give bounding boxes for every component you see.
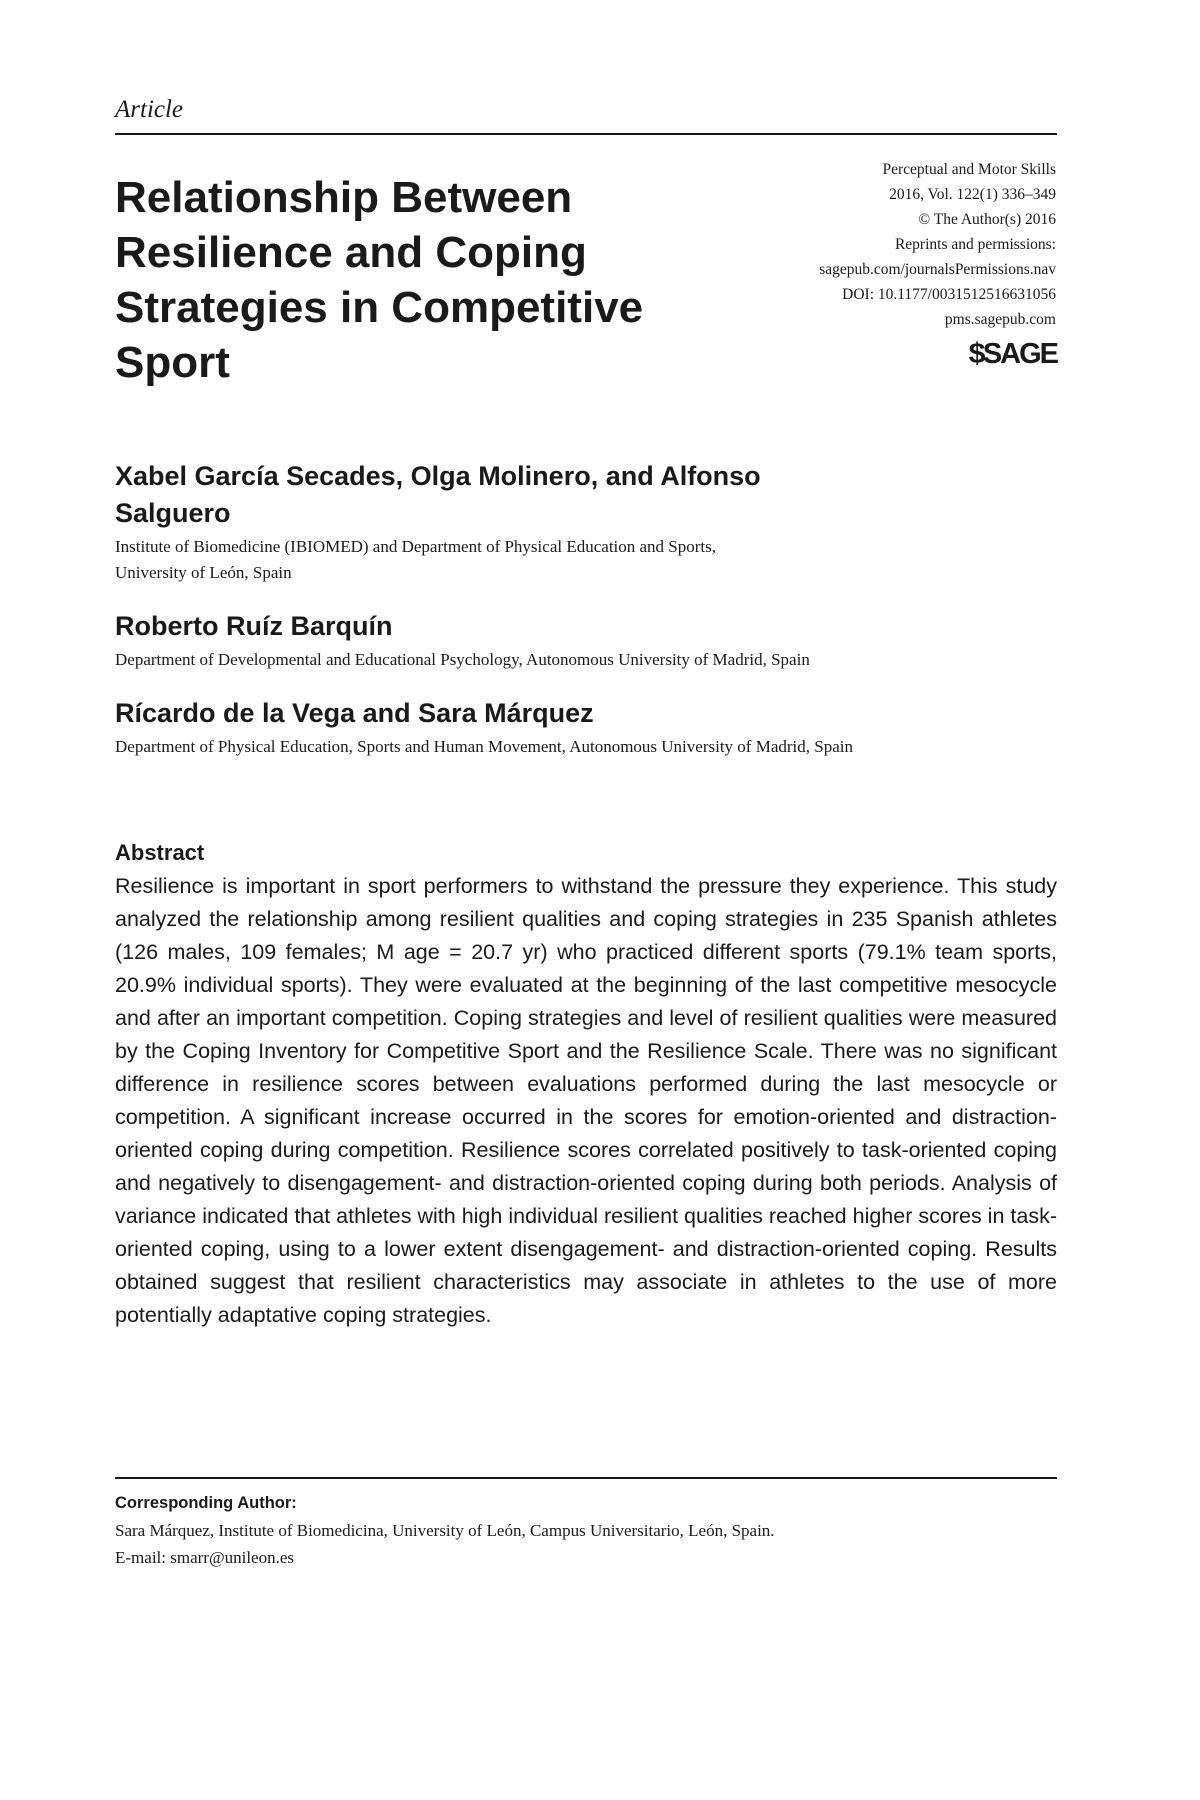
corresponding-heading: Corresponding Author: xyxy=(115,1494,297,1512)
author-names: Rícardo de la Vega and Sara Márquez xyxy=(115,698,594,728)
corresponding-address: Sara Márquez, Institute of Biomedicina, University of León, Campus Universitario, León, Spain. xyxy=(115,1521,775,1540)
author-group xyxy=(115,608,1065,673)
author-group xyxy=(115,458,1065,586)
author-names: Roberto Ruíz Barquín xyxy=(115,611,393,641)
abstract-section xyxy=(115,838,1057,1332)
author-list xyxy=(115,458,1065,782)
doi-line[interactable]: DOI: 10.1177/0031512516631056 xyxy=(842,286,1056,303)
affiliation-line: Department of Developmental and Educational Psychology, Autonomous University of Madrid, Spain xyxy=(115,650,810,669)
sage-logo-text: SAGE xyxy=(982,338,1057,370)
journal-url[interactable]: pms.sagepub.com xyxy=(944,311,1056,328)
footnote-rule xyxy=(115,1477,1057,1479)
reprints-label: Reprints and permissions: xyxy=(894,236,1056,253)
author-names: Xabel García Secades, Olga Molinero, and Alfonso Salguero xyxy=(115,461,761,528)
journal-name: Perceptual and Motor Skills xyxy=(882,161,1056,178)
permissions-link[interactable]: sagepub.com/journalsPermissions.nav xyxy=(819,261,1056,278)
journal-info xyxy=(716,157,1056,332)
article-title: Relationship Between Resilience and Coping Strategies in Competitive Sport xyxy=(115,173,644,387)
author-group xyxy=(115,695,1065,760)
author-affiliation xyxy=(115,534,1065,586)
abstract-heading: Abstract xyxy=(115,840,205,865)
corresponding-author xyxy=(115,1490,1057,1571)
author-affiliation xyxy=(115,647,1065,673)
abstract-body: Resilience is important in sport performers to withstand the pressure they experience. This study analyzed the relationship among resilient qualities and coping strategies in 235 Spanish athletes (126 males, 109 females; M age = 20.7 yr) who practiced different sports (79.1% team sports, 20.9% individual sports). They were evaluated at the beginning of the last competitive mesocycle and after an important competition. Coping strategies and level of resilient qualities were measured by the Coping Inventory for Competitive Sport and the Resilience Scale. There was no significant difference in resilience scores between evaluations performed during the last mesocycle or competition. A significant increase occurred in the scores for emotion-oriented and distraction-oriented coping during competition. Resilience scores correlated positively to task-oriented coping and negatively to disengagement- and distraction-oriented coping during both periods. Analysis of variance indicated that athletes with high individual resilient qualities reached higher scores in task-oriented coping, using to a lower extent disengagement- and distraction-oriented coping. Results obtained suggest that resilient characteristics may associate in athletes to the use of more potentially adaptative coping strategies. xyxy=(115,874,1057,1327)
journal-volume: 2016, Vol. 122(1) 336–349 xyxy=(889,186,1056,203)
affiliation-line: Department of Physical Education, Sports and Human Movement, Autonomous University of Madrid, Spain xyxy=(115,737,853,756)
article-type-label: Article xyxy=(115,96,184,123)
affiliation-line: University of León, Spain xyxy=(115,563,292,582)
corresponding-email[interactable]: E-mail: smarr@unileon.es xyxy=(115,1548,294,1567)
author-affiliation xyxy=(115,734,1065,760)
copyright-line: © The Author(s) 2016 xyxy=(918,211,1056,228)
affiliation-line: Institute of Biomedicine (IBIOMED) and Department of Physical Education and Sports, xyxy=(115,537,717,556)
sage-logo-icon: $SAGE xyxy=(968,338,1057,370)
header-rule xyxy=(115,133,1057,135)
